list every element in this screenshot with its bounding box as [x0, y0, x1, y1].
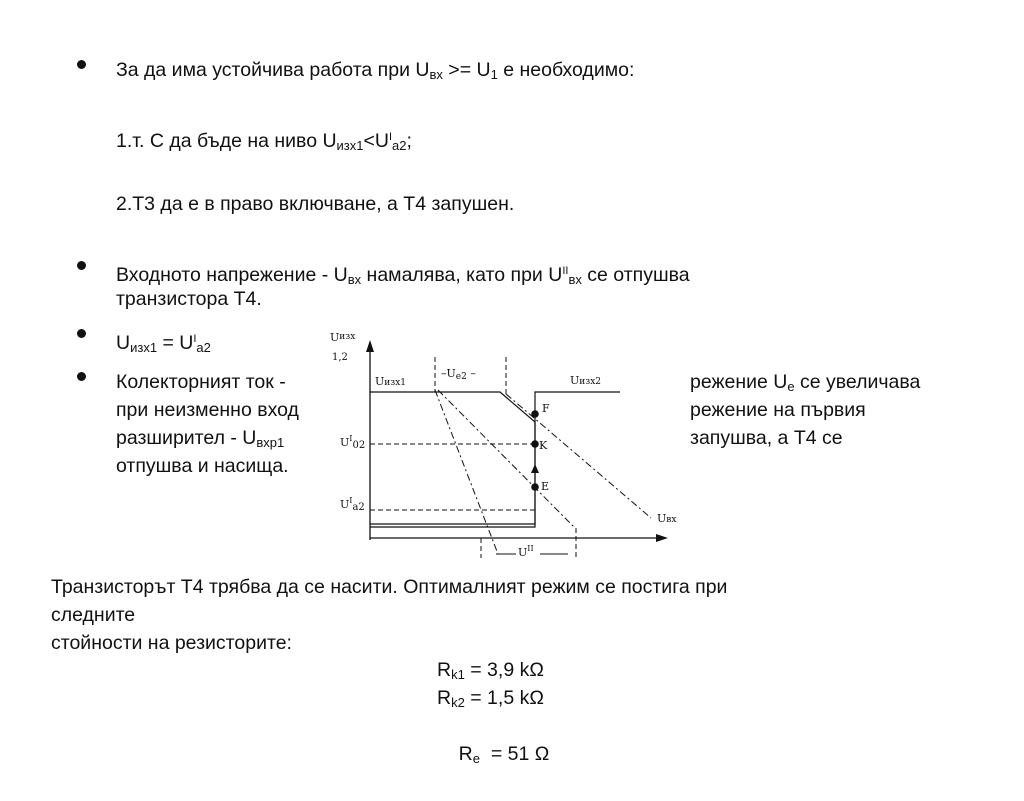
rk2-name: R — [437, 687, 452, 709]
point-F-label: F — [542, 402, 550, 415]
bullet-dot — [77, 60, 86, 69]
right1-tail: се увеличава — [794, 371, 921, 393]
output-curve-2 — [370, 392, 620, 524]
slope-line-1 — [435, 390, 498, 554]
u02-label: $U^I02$ — [340, 434, 366, 451]
x-axis-label: Uвх — [657, 512, 677, 525]
bottom-text-line2: следните — [51, 604, 136, 626]
bottom-text-line1: Транзисторът Т4 трябва да се насити. Оптималният режим се постига при — [51, 576, 728, 598]
y-axis-label: Uизх — [330, 331, 356, 344]
point-arrow-marker — [531, 464, 539, 473]
uizh1-label: Uизх1 — [375, 375, 406, 388]
point-K-label: K — [539, 439, 548, 452]
point-E-label: E — [541, 480, 550, 493]
bullet-text-4-line4: отпушва и насища. — [116, 455, 289, 477]
x-axis-arrow — [656, 534, 668, 542]
text-part: I — [388, 131, 393, 143]
text-part: = U — [157, 332, 194, 354]
re-sub: e — [472, 751, 480, 766]
text-part: <U — [363, 130, 389, 152]
slope-line-2 — [438, 390, 575, 528]
right1-main: режение U — [690, 371, 788, 393]
bullet-text-4-right2: режение на първия — [690, 399, 866, 421]
y-axis-label-index: 1,2 — [332, 352, 348, 363]
y-axis-arrow — [366, 340, 374, 352]
point-E-marker — [531, 483, 539, 491]
text-part: >= U — [442, 59, 491, 81]
text-part: се отпушва — [581, 264, 690, 286]
re-name: R — [458, 743, 473, 765]
sub-item-1 — [116, 123, 412, 160]
point-F-marker — [531, 410, 539, 418]
text-part: изх1 — [130, 340, 158, 355]
bullet-text-4-right3: запушва, а Т4 се — [690, 427, 843, 449]
resistor-re — [437, 712, 549, 801]
text-part: вх — [347, 272, 362, 287]
ua2-label: $U^Ia2$ — [340, 496, 365, 513]
text-part: вх — [429, 67, 443, 82]
text-part: II — [562, 265, 569, 277]
text-part: а2 — [392, 138, 407, 153]
text-part: U — [116, 332, 131, 354]
text-part: 1 — [490, 67, 498, 82]
sub-item-2: 2.Т3 да е в право включване, а Т4 запушен. — [116, 193, 515, 215]
output-curve-1 — [370, 392, 535, 527]
text-part: вх — [568, 272, 582, 287]
text-part: намалява, като при U — [361, 264, 563, 286]
rk1-name: R — [437, 659, 452, 681]
bullet-dot — [77, 329, 86, 338]
text-part: изх1 — [336, 138, 364, 153]
bullet-text-1 — [116, 56, 634, 89]
bullet-text-4-line2: при неизменно вход — [116, 399, 299, 421]
rk2-sub: k2 — [451, 695, 465, 710]
re-value: = 51 Ω — [480, 743, 550, 765]
text-part: а2 — [196, 340, 211, 355]
ue2-label: –Ue2 – — [441, 367, 476, 382]
bullet-text-3 — [116, 325, 211, 362]
text-part: Входното напрежение - U — [116, 264, 348, 286]
bullet-text-4-line1: Колекторният ток - — [116, 371, 286, 393]
text-part: е необходимо: — [497, 59, 635, 81]
bullet-text-4-line3-sub: вхр1 — [256, 435, 285, 450]
rk1-sub: k1 — [451, 667, 465, 682]
bottom-text-line3: стойности на резисторите: — [51, 632, 292, 654]
text-part: I — [193, 333, 197, 345]
bullet-dot — [77, 372, 86, 381]
transfer-characteristic-diagram — [318, 322, 688, 562]
bullet-text-4-line3-main: разширител - U — [116, 427, 257, 449]
uII-label: $U^{II}$ — [518, 544, 534, 559]
bullet-dot — [77, 261, 86, 270]
point-K-marker — [531, 440, 539, 448]
uizh2-label: Uизх2 — [570, 374, 601, 387]
rk1-value: = 3,9 kΩ — [464, 659, 544, 681]
text-part: За да има устойчива работа при U — [116, 59, 430, 81]
right1-sub: е — [787, 379, 795, 394]
slope-line-3 — [506, 394, 651, 518]
rk2-value: = 1,5 kΩ — [464, 687, 544, 709]
text-part: ; — [406, 130, 412, 152]
text-part: 1.т. С да бъде на ниво U — [116, 130, 337, 152]
bullet-text-2-cont: транзистора Т4. — [116, 288, 262, 310]
